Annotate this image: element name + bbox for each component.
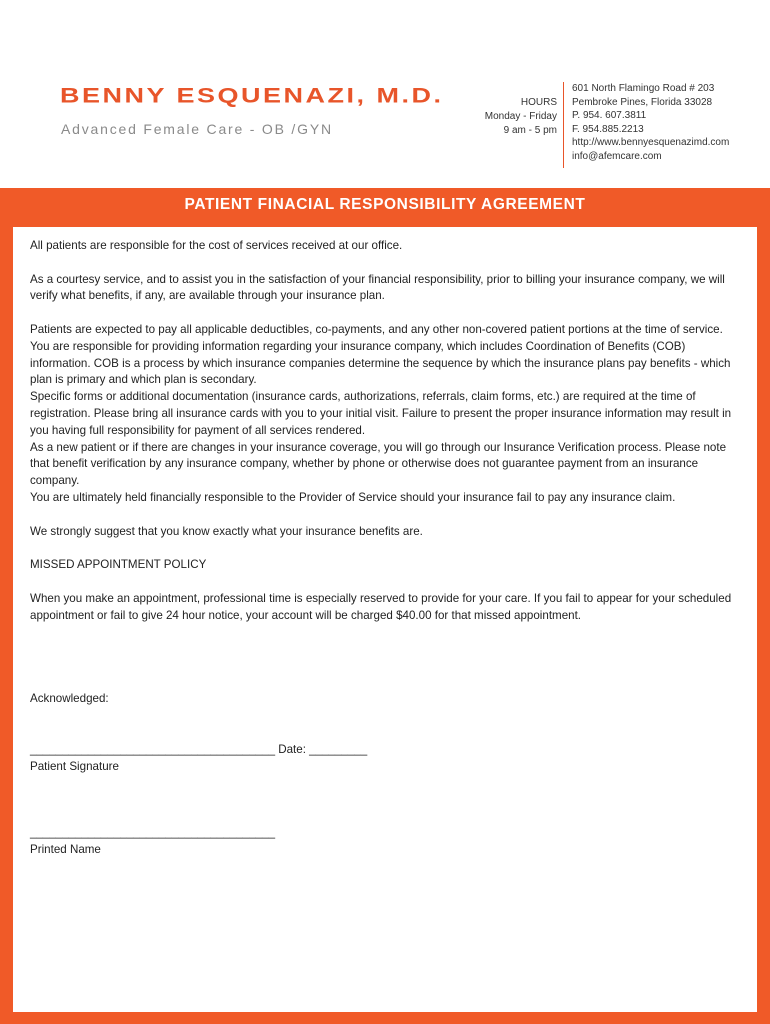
hours-days: Monday - Friday — [484, 111, 557, 122]
paragraph-ultimate-responsibility: You are ultimately held financially responsible to the Provider of Service should your insurance fail to pay any insurance claim. — [30, 490, 676, 504]
hours-label: HOURS — [520, 97, 557, 108]
letterhead — [0, 0, 770, 188]
contact-info — [572, 82, 729, 163]
paragraph-courtesy: As a courtesy service, and to assist you in the satisfaction of your financial responsibility, prior to billing your insurance company, we will verify what benefits, if any, are available through your insurance plan. — [30, 272, 725, 303]
practice-tagline: Advanced Female Care - OB /GYN — [61, 121, 333, 137]
paragraph-responsibility: All patients are responsible for the cost of services received at our office. — [30, 239, 403, 252]
signature-date-field[interactable]: ______________________________________ Date: _________ — [30, 742, 368, 756]
address-line-1: 601 North Flamingo Road # 203 — [572, 83, 715, 94]
agreement-text — [30, 238, 735, 859]
paragraph-missed-appointment: When you make an appointment, professional time is especially reserved to provide for your care. If you fail to appear for your scheduled appointment or fail to give 24 hour notice, your account will be charged $40.00 for that missed appointment. — [30, 591, 732, 622]
page-title: PATIENT FINACIAL RESPONSIBILITY AGREEMENT — [184, 196, 586, 213]
paragraph-documentation: Specific forms or additional documentation (insurance cards, authorizations, referrals, claim forms, etc.) are required at the time of registration. Please bring all insurance cards with you to your initial visit. Failure to present the proper insurance information may result in you having full responsibility for payment of all services rendered. — [30, 390, 732, 437]
patient-signature-label: Patient Signature — [30, 759, 119, 773]
paragraph-cob: You are responsible for providing information regarding your insurance company, which includes Coordination of Benefits (COB) information. COB is a process by which insurance companies determine the sequence by which the insurance plans pay benefits - which plan is primary and which plan is secondary. — [30, 339, 731, 387]
paragraph-suggestion: We strongly suggest that you know exactly what your insurance benefits are. — [30, 524, 423, 538]
acknowledged-label: Acknowledged: — [30, 692, 109, 706]
website-link[interactable]: http://www.bennyesquenazimd.com — [572, 137, 730, 148]
office-hours — [485, 96, 557, 138]
hours-time: 9 am - 5 pm — [503, 125, 557, 136]
printed-name-field[interactable]: ______________________________________ — [30, 826, 276, 840]
address-line-2: Pembroke Pines, Florida 33028 — [572, 96, 713, 108]
paragraph-verification: As a new patient or if there are changes in your insurance coverage, you will go through our Insurance Verification process. Please note that benefit verification by any insurance company, whether by phone or otherwise does not guarantee payment from an insurance company. — [30, 440, 727, 488]
missed-appointment-heading: MISSED APPOINTMENT POLICY — [30, 558, 207, 572]
header-divider — [563, 82, 564, 168]
doctor-name-logo: BENNY ESQUENAZI, M.D. — [60, 84, 444, 108]
email-link[interactable]: info@afemcare.com — [572, 150, 662, 162]
paragraph-deductibles: Patients are expected to pay all applicable deductibles, co-payments, and any other non-covered patient portions at the time of service. — [30, 322, 723, 336]
phone-number: P. 954. 607.3811 — [572, 110, 647, 121]
printed-name-label: Printed Name — [30, 843, 101, 857]
fax-number: F. 954.885.2213 — [572, 123, 644, 135]
